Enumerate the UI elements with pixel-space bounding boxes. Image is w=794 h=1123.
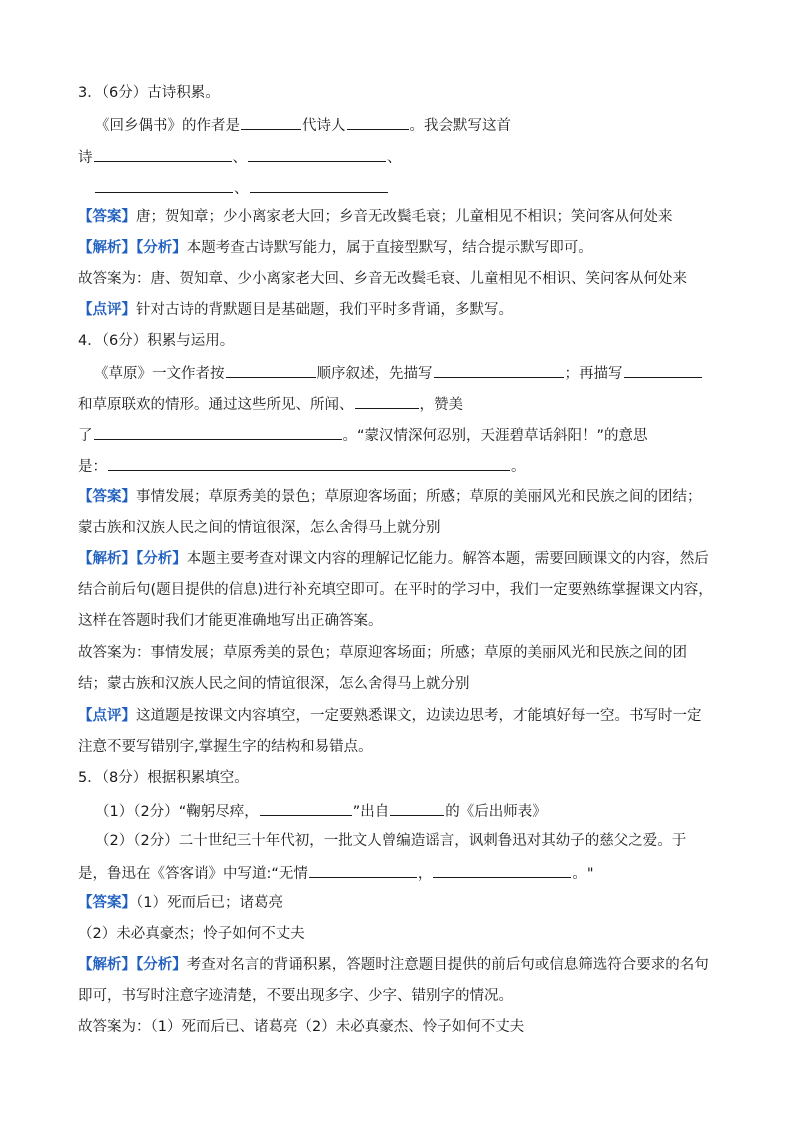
text: 、 — [232, 150, 247, 166]
comment-tag: 【点评】 — [78, 302, 136, 318]
question-5-answer-line-2: （2）未必真豪杰；怜子如何不丈夫 — [78, 926, 305, 942]
analysis-text: 本题主要考查对课文内容的理解记忆能力。解答本题，需要回顾课文的内容，然后 — [186, 551, 709, 567]
fill-blank[interactable] — [108, 455, 510, 471]
text: 了 — [78, 428, 93, 444]
question-5-sub-2-line-1: （2）（2分）二十世纪三十年代初，一批文人曾编造谣言，讽刺鲁迅对其幼子的慈父之爱。于 — [95, 833, 687, 849]
analysis-tag: 【解析】【分析】 — [78, 957, 187, 973]
answer-tag: 【答案】 — [78, 489, 136, 505]
text: 、 — [387, 150, 402, 166]
text: （1）（2分）“鞠躬尽瘁， — [95, 804, 259, 820]
text: 的《后出师表》 — [445, 804, 547, 820]
question-4-final-line-1: 故答案为：事情发展；草原秀美的景色；草原迎客场面；所感；草原的美丽风光和民族之间的团 — [78, 645, 687, 661]
text: ；再描写 — [564, 366, 623, 382]
text: ， — [417, 866, 433, 882]
fill-blank[interactable] — [309, 862, 417, 878]
question-3-line-2 — [78, 146, 402, 168]
comment-text: 这道题是按课文内容填空，一定要熟悉课文，边读边思考，才能填好每一空。书写时一定 — [136, 708, 702, 724]
answer-text: （1）死而后已；诸葛亮 — [136, 895, 283, 911]
question-4-analysis-line-2: 结合前后句(题目提供的信息)进行补充填空即可。在平时的学习中，我们一定要熟练掌握课文内容， — [78, 582, 713, 598]
question-5-final: 故答案为：（1）死而后已、诸葛亮（2）未必真豪杰、怜子如何不丈夫 — [78, 1019, 525, 1035]
fill-blank[interactable] — [95, 177, 233, 193]
text: 《草原》一文作者按 — [94, 366, 225, 382]
fill-blank[interactable] — [347, 114, 409, 130]
question-4-header: 4．（6分）积累与运用。 — [78, 333, 235, 349]
question-4-line-1 — [94, 362, 703, 384]
text: 是： — [78, 459, 107, 475]
text: 。" — [572, 866, 594, 882]
question-5-header: 5．（8分）根据积累填空。 — [78, 770, 249, 786]
question-5-analysis-line-1 — [78, 955, 709, 975]
answer-text: 事情发展；草原秀美的景色；草原迎客场面；所感；草原的美丽风光和民族之间的团结； — [136, 489, 702, 505]
question-3-comment — [78, 300, 513, 320]
comment-tag: 【点评】 — [78, 708, 136, 724]
fill-blank[interactable] — [355, 393, 419, 409]
question-4-analysis-line-3: 这样在答题时我们才能更准确地写出正确答案。 — [78, 613, 383, 629]
question-4-line-4 — [78, 455, 526, 477]
question-4-answer-line-2: 蒙古族和汉族人民之间的情谊很深，怎么舍得马上就分别 — [78, 520, 441, 536]
text: 。“蒙汉情深何忍别，天涯碧草话斜阳！”的意思 — [342, 428, 648, 444]
question-3-analysis — [78, 238, 593, 258]
text: ，赞美 — [419, 397, 463, 413]
fill-blank[interactable] — [434, 362, 564, 378]
text: 代诗人 — [302, 118, 346, 134]
fill-blank[interactable] — [241, 114, 301, 130]
fill-blank[interactable] — [250, 177, 388, 193]
text: 《回乡偶书》的作者是 — [95, 118, 240, 134]
question-3-line-1 — [95, 114, 511, 136]
question-4-line-3 — [78, 424, 648, 446]
question-3-answer — [78, 207, 673, 227]
text: ”出自 — [352, 804, 390, 820]
answer-tag: 【答案】 — [78, 209, 136, 225]
answer-tag: 【答案】 — [78, 895, 136, 911]
analysis-text: 考查对名言的背诵积累，答题时注意题目提供的前后句或信息筛选符合要求的名句 — [186, 957, 709, 973]
fill-blank[interactable] — [433, 862, 571, 878]
text: 是，鲁迅在《答客诮》中写道:“无情 — [78, 866, 308, 882]
text: 顺序叙述，先描写 — [316, 366, 433, 382]
question-5-sub-1 — [95, 800, 547, 822]
fill-blank[interactable] — [94, 424, 342, 440]
text: 诗 — [78, 150, 93, 166]
question-4-answer-line-1 — [78, 487, 702, 507]
fill-blank[interactable] — [94, 146, 232, 162]
question-5-analysis-line-2: 即可，书写时注意字迹清楚，不要出现多字、少字、错别字的情况。 — [78, 988, 513, 1004]
analysis-text: 本题考查古诗默写能力，属于直接型默写，结合提示默写即可。 — [186, 240, 593, 256]
question-4-comment-line-2: 注意不要写错别字,掌握生字的结构和易错点。 — [78, 739, 373, 755]
fill-blank[interactable] — [226, 362, 316, 378]
comment-text: 针对古诗的背默题目是基础题，我们平时多背诵，多默写。 — [136, 302, 513, 318]
question-3-line-3 — [94, 177, 389, 199]
fill-blank[interactable] — [624, 362, 702, 378]
question-4-comment-line-1 — [78, 706, 702, 726]
question-4-final-line-2: 结；蒙古族和汉族人民之间的情谊很深，怎么舍得马上就分别 — [78, 676, 470, 692]
question-4-line-2 — [78, 393, 463, 415]
text: 。我会默写这首 — [409, 118, 511, 134]
analysis-tag: 【解析】【分析】 — [78, 240, 187, 256]
analysis-tag: 【解析】【分析】 — [78, 551, 187, 567]
text: 。 — [511, 459, 526, 475]
question-4-analysis-line-1 — [78, 549, 709, 569]
text: 、 — [234, 181, 249, 197]
question-5-sub-2-line-2 — [78, 862, 594, 884]
answer-text: 唐；贺知章；少小离家老大回；乡音无改鬓毛衰；儿童相见不相识；笑问客从何处来 — [136, 209, 673, 225]
fill-blank[interactable] — [248, 146, 386, 162]
fill-blank[interactable] — [390, 800, 444, 816]
question-3-final: 故答案为：唐、贺知章、少小离家老大回、乡音无改鬓毛衰、儿童相见不相识、笑问客从何处来 — [78, 271, 687, 287]
question-5-answer-line-1 — [78, 893, 283, 913]
fill-blank[interactable] — [260, 800, 352, 816]
text: 和草原联欢的情形。通过这些所见、所闻、 — [78, 397, 354, 413]
question-3-header: 3．（6分）古诗积累。 — [78, 85, 220, 101]
